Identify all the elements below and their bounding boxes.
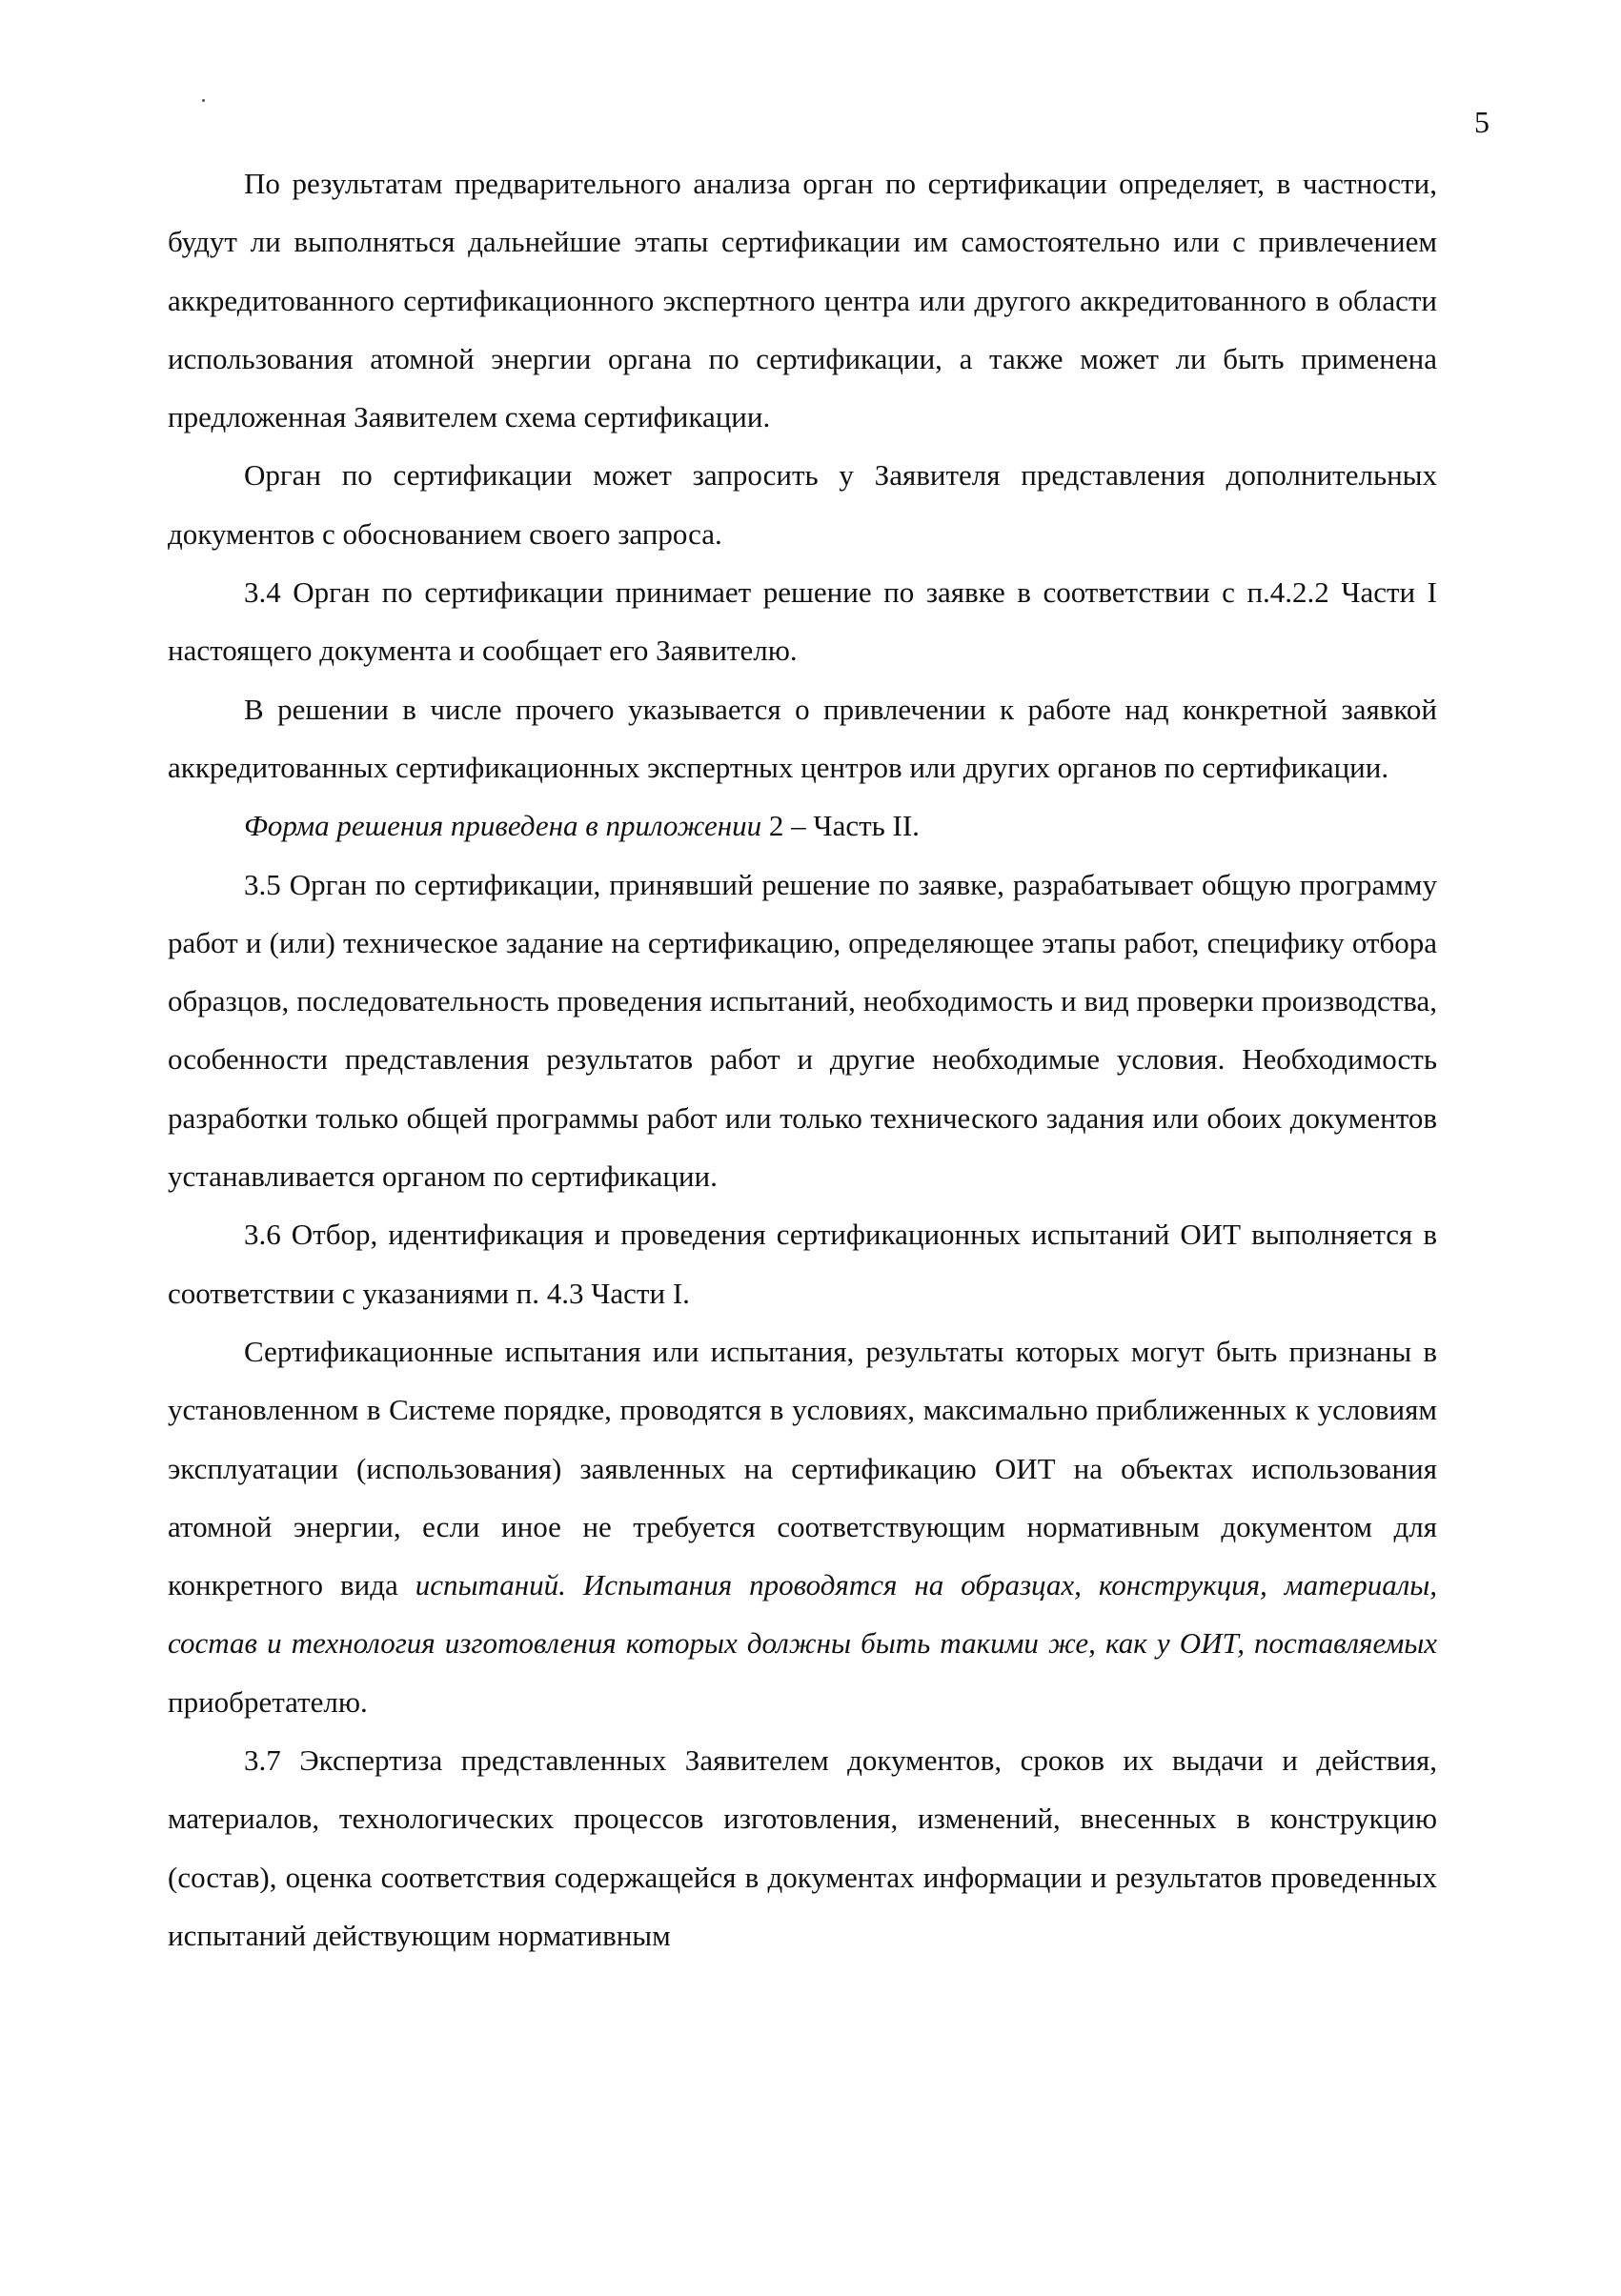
- paragraph-preliminary-analysis: По результатам предварительного анализа орган по сертификации определяет, в частности, будут ли выполняться дальнейшие этапы сертификации им самостоятельно или с привлечением аккредитованного сертификационного экспертного центра или другого аккредитованного в области использования атомной энергии органа по сертификации, а также может ли быть применена предложенная Заявителем схема сертификации.: [168, 167, 1437, 434]
- document-body: [168, 154, 1437, 1964]
- paragraph-certification-tests: Сертификационные испытания или испытания, результаты которых могут быть признаны в установленном в Системе порядке, проводятся в условиях, максимально приближенных к условиям эксплуатации (использования) заявленных на сертификацию ОИТ на объектах использования атомной энергии, если иное не требуется соответствующим нормативным документом для конкретного вида испытаний. Испытания проводятся на образцах, конструкция, материалы, состав и технология изготовления которых должны быть такими же, как у ОИТ, поставляемых приобретателю.: [168, 1334, 1437, 1719]
- paragraph-decision-form: Форма решения приведена в приложении 2 – Часть II.: [244, 809, 920, 843]
- paragraph-decision-content: В решении в числе прочего указывается о привлечении к работе над конкретной заявкой аккредитованных сертификационных экспертных центров или других органов по сертификации.: [168, 692, 1437, 784]
- scan-speck: [202, 99, 205, 102]
- paragraph-additional-documents: Орган по сертификации может запросить у Заявителя представления дополнительных документов с обоснованием своего запроса.: [168, 458, 1437, 551]
- paragraph-3-4: 3.4 Орган по сертификации принимает решение по заявке в соответствии с п.4.2.2 Части I настоящего документа и сообщает его Заявителю.: [168, 575, 1437, 668]
- page-number: 5: [1474, 105, 1489, 139]
- paragraph-3-7: 3.7 Экспертиза представленных Заявителем документов, сроков их выдачи и действия, материалов, технологических процессов изготовления, изменений, внесенных в конструкцию (состав), оценка соответствия содержащейся в документах информации и результатов проведенных испытаний действующим нормативным: [168, 1743, 1437, 1952]
- paragraph-3-6: 3.6 Отбор, идентификация и проведения сертификационных испытаний ОИТ выполняется в соответствии с указаниями п. 4.3 Части I.: [168, 1218, 1437, 1310]
- paragraph-3-5: 3.5 Орган по сертификации, принявший решение по заявке, разрабатывает общую программу работ и (или) техническое задание на сертификацию, определяющее этапы работ, специфику отбора образцов, последовательность проведения испытаний, необходимость и вид проверки производства, особенности представления результатов работ и другие необходимые условия. Необходимость разработки только общей программы работ или только технического задания или обоих документов устанавливается органом по сертификации.: [168, 867, 1437, 1194]
